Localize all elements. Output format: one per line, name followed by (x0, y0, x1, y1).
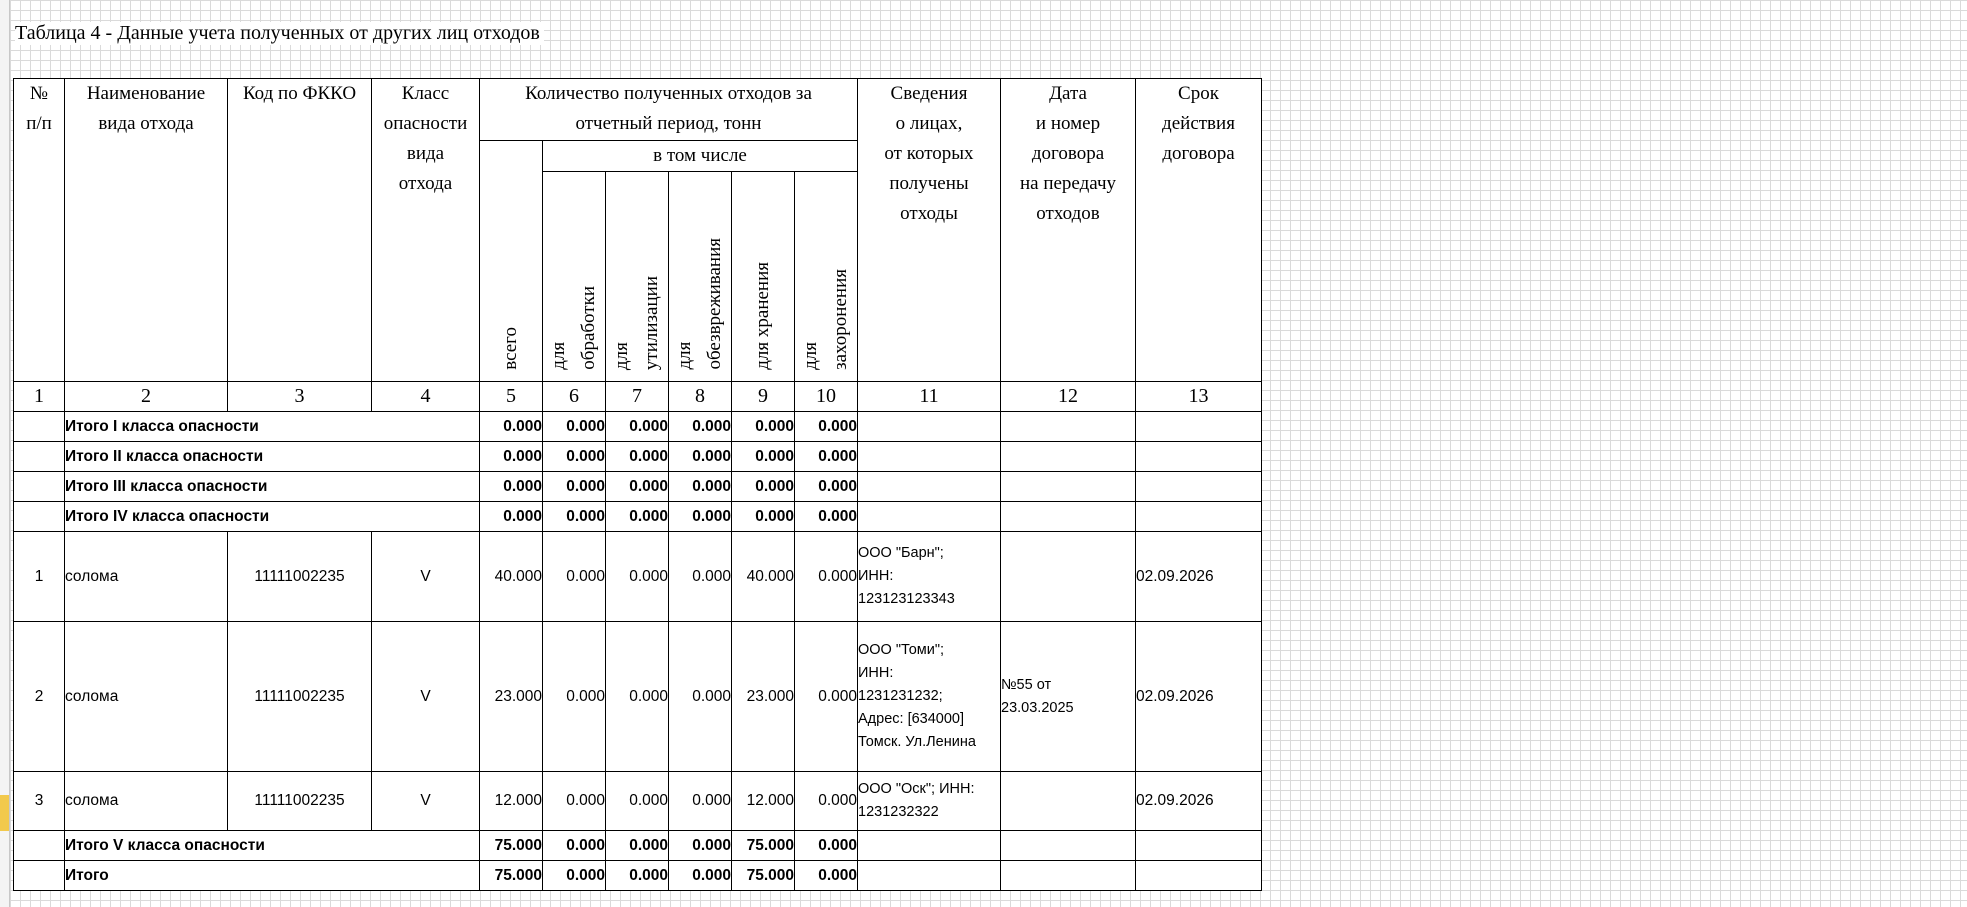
empty-cell[interactable] (1001, 502, 1136, 532)
empty-cell[interactable] (1136, 412, 1262, 442)
contract-info[interactable] (1001, 772, 1136, 831)
value-cell[interactable]: 75.000 (480, 861, 543, 891)
value-cell[interactable]: 12.000 (480, 772, 543, 831)
value-cell[interactable]: 0.000 (669, 502, 732, 532)
waste-name[interactable]: солома (65, 532, 228, 622)
header-fkko-code[interactable]: Код по ФККО (228, 79, 372, 382)
grand-total-row (14, 861, 1262, 891)
empty-cell[interactable] (1136, 502, 1262, 532)
contract-valid-until[interactable]: 02.09.2026 (1136, 532, 1262, 622)
empty-cell[interactable] (858, 502, 1001, 532)
contract-valid-until[interactable]: 02.09.2026 (1136, 622, 1262, 772)
total-label[interactable]: Итого III класса опасности (65, 472, 480, 502)
value-cell[interactable]: 0.000 (732, 472, 795, 502)
empty-cell[interactable] (858, 831, 1001, 861)
value-cell[interactable]: 0.000 (795, 772, 858, 831)
value-cell[interactable]: 40.000 (480, 532, 543, 622)
waste-name[interactable]: солома (65, 772, 228, 831)
col-number[interactable]: 7 (606, 382, 669, 412)
empty-cell[interactable] (1136, 861, 1262, 891)
header-processing[interactable] (543, 172, 606, 382)
value-cell[interactable]: 0.000 (606, 861, 669, 891)
empty-cell[interactable] (14, 831, 65, 861)
header-storage-label: для хранения (752, 262, 773, 370)
col-number[interactable]: 1 (14, 382, 65, 412)
empty-cell[interactable] (1001, 442, 1136, 472)
fkko-code[interactable]: 11111002235 (228, 532, 372, 622)
value-cell[interactable]: 0.000 (543, 472, 606, 502)
total-row-class-5 (14, 831, 1262, 861)
empty-cell[interactable] (14, 502, 65, 532)
total-label[interactable]: Итого II класса опасности (65, 442, 480, 472)
empty-cell[interactable] (1001, 472, 1136, 502)
value-cell[interactable]: 0.000 (480, 472, 543, 502)
header-waste-name[interactable]: Наименование вида отхода (65, 79, 228, 382)
total-label[interactable]: Итого I класса опасности (65, 412, 480, 442)
source-info[interactable]: ООО "Томи"; ИНН: 1231231232; Адрес: [634000] Томск. Ул.Ленина (858, 622, 1001, 772)
col-number[interactable]: 12 (1001, 382, 1136, 412)
value-cell[interactable]: 0.000 (669, 831, 732, 861)
empty-cell[interactable] (858, 472, 1001, 502)
waste-table (13, 78, 1262, 891)
value-cell[interactable]: 0.000 (606, 772, 669, 831)
table-row (14, 772, 1262, 831)
empty-cell[interactable] (1001, 412, 1136, 442)
value-cell[interactable]: 0.000 (543, 532, 606, 622)
col-number[interactable]: 11 (858, 382, 1001, 412)
value-cell[interactable]: 0.000 (795, 502, 858, 532)
empty-cell[interactable] (1136, 831, 1262, 861)
total-label[interactable]: Итого V класса опасности (65, 831, 480, 861)
value-cell[interactable]: 0.000 (543, 831, 606, 861)
value-cell[interactable]: 0.000 (669, 622, 732, 772)
fkko-code[interactable]: 11111002235 (228, 622, 372, 772)
value-cell[interactable]: 0.000 (606, 412, 669, 442)
selected-row-marker (0, 795, 9, 831)
col-number[interactable]: 2 (65, 382, 228, 412)
header-burial[interactable] (795, 172, 858, 382)
header-source-info[interactable]: Сведения о лицах, от которых получены отходы (858, 79, 1001, 382)
value-cell[interactable]: 75.000 (480, 831, 543, 861)
value-cell[interactable]: 0.000 (606, 532, 669, 622)
total-label[interactable]: Итого (65, 861, 480, 891)
value-cell[interactable]: 0.000 (606, 472, 669, 502)
col-number[interactable]: 13 (1136, 382, 1262, 412)
value-cell[interactable]: 0.000 (795, 442, 858, 472)
empty-cell[interactable] (1001, 861, 1136, 891)
header-hazard-class[interactable]: Класс опасности вида отхода (372, 79, 480, 382)
col-number[interactable]: 10 (795, 382, 858, 412)
empty-cell[interactable] (1136, 442, 1262, 472)
fkko-code[interactable]: 11111002235 (228, 772, 372, 831)
value-cell[interactable]: 0.000 (480, 412, 543, 442)
value-cell[interactable]: 0.000 (669, 442, 732, 472)
value-cell[interactable]: 0.000 (795, 861, 858, 891)
value-cell[interactable]: 0.000 (480, 442, 543, 472)
value-cell[interactable]: 75.000 (732, 861, 795, 891)
contract-info[interactable] (1001, 532, 1136, 622)
empty-cell[interactable] (1136, 472, 1262, 502)
header-total[interactable] (480, 141, 543, 382)
hazard-class[interactable]: V (372, 532, 480, 622)
col-number[interactable]: 8 (669, 382, 732, 412)
empty-cell[interactable] (14, 861, 65, 891)
col-number[interactable]: 3 (228, 382, 372, 412)
header-num[interactable]: № п/п (14, 79, 65, 382)
col-number[interactable]: 9 (732, 382, 795, 412)
value-cell[interactable]: 0.000 (795, 831, 858, 861)
empty-cell[interactable] (14, 412, 65, 442)
value-cell[interactable]: 0.000 (732, 502, 795, 532)
value-cell[interactable]: 0.000 (669, 861, 732, 891)
total-row-class-4 (14, 502, 1262, 532)
col-number[interactable]: 5 (480, 382, 543, 412)
header-contract-term[interactable]: Срок действия договора (1136, 79, 1262, 382)
table-row (14, 622, 1262, 772)
header-quantity-group[interactable]: Количество полученных отходов за отчетный период, тонн (480, 79, 858, 141)
value-cell[interactable]: 0.000 (606, 622, 669, 772)
total-label[interactable]: Итого IV класса опасности (65, 502, 480, 532)
sheet-title[interactable]: Таблица 4 - Данные учета полученных от других лиц отходов (15, 22, 544, 45)
header-neutralization[interactable] (669, 172, 732, 382)
total-row-class-3 (14, 472, 1262, 502)
header-total-label: всего (500, 327, 521, 370)
value-cell[interactable]: 23.000 (732, 622, 795, 772)
empty-cell[interactable] (858, 442, 1001, 472)
waste-name[interactable]: солома (65, 622, 228, 772)
row-number[interactable]: 3 (14, 772, 65, 831)
hazard-class[interactable]: V (372, 772, 480, 831)
value-cell[interactable]: 0.000 (732, 442, 795, 472)
value-cell[interactable]: 23.000 (480, 622, 543, 772)
value-cell[interactable]: 0.000 (480, 502, 543, 532)
value-cell[interactable]: 0.000 (543, 861, 606, 891)
value-cell[interactable]: 40.000 (732, 532, 795, 622)
value-cell[interactable]: 0.000 (606, 502, 669, 532)
value-cell[interactable]: 0.000 (543, 442, 606, 472)
header-processing-label: для обработки (548, 286, 599, 370)
header-including[interactable]: в том числе (543, 141, 858, 172)
column-number-row (14, 382, 1262, 412)
row-number[interactable]: 2 (14, 622, 65, 772)
col-number[interactable]: 6 (543, 382, 606, 412)
header-utilization-label: для утилизации (611, 275, 662, 370)
value-cell[interactable]: 0.000 (543, 622, 606, 772)
source-info[interactable]: ООО "Оск"; ИНН: 1231232322 (858, 772, 1001, 831)
header-neutralization-label: для обезвреживания (674, 238, 725, 370)
value-cell[interactable]: 0.000 (606, 831, 669, 861)
empty-cell[interactable] (14, 442, 65, 472)
header-contract[interactable]: Дата и номер договора на передачу отходов (1001, 79, 1136, 382)
source-info[interactable]: ООО "Барн"; ИНН: 123123123343 (858, 532, 1001, 622)
value-cell[interactable]: 0.000 (606, 442, 669, 472)
value-cell[interactable]: 0.000 (732, 412, 795, 442)
empty-cell[interactable] (858, 412, 1001, 442)
header-storage[interactable] (732, 172, 795, 382)
value-cell[interactable]: 0.000 (543, 772, 606, 831)
value-cell[interactable]: 0.000 (669, 532, 732, 622)
contract-info[interactable]: №55 от 23.03.2025 (1001, 622, 1136, 772)
hazard-class[interactable]: V (372, 622, 480, 772)
row-header-strip[interactable] (0, 0, 10, 907)
value-cell[interactable]: 12.000 (732, 772, 795, 831)
value-cell[interactable]: 0.000 (543, 502, 606, 532)
header-utilization[interactable] (606, 172, 669, 382)
table-row (14, 532, 1262, 622)
empty-cell[interactable] (1001, 831, 1136, 861)
value-cell[interactable]: 0.000 (795, 532, 858, 622)
total-row-class-1 (14, 412, 1262, 442)
value-cell[interactable]: 75.000 (732, 831, 795, 861)
value-cell[interactable]: 0.000 (669, 472, 732, 502)
value-cell[interactable]: 0.000 (669, 772, 732, 831)
col-number[interactable]: 4 (372, 382, 480, 412)
value-cell[interactable]: 0.000 (795, 472, 858, 502)
row-number[interactable]: 1 (14, 532, 65, 622)
value-cell[interactable]: 0.000 (795, 622, 858, 772)
empty-cell[interactable] (858, 861, 1001, 891)
header-burial-label: для захоронения (800, 269, 851, 370)
value-cell[interactable]: 0.000 (543, 412, 606, 442)
value-cell[interactable]: 0.000 (795, 412, 858, 442)
contract-valid-until[interactable]: 02.09.2026 (1136, 772, 1262, 831)
empty-cell[interactable] (14, 472, 65, 502)
total-row-class-2 (14, 442, 1262, 472)
value-cell[interactable]: 0.000 (669, 412, 732, 442)
